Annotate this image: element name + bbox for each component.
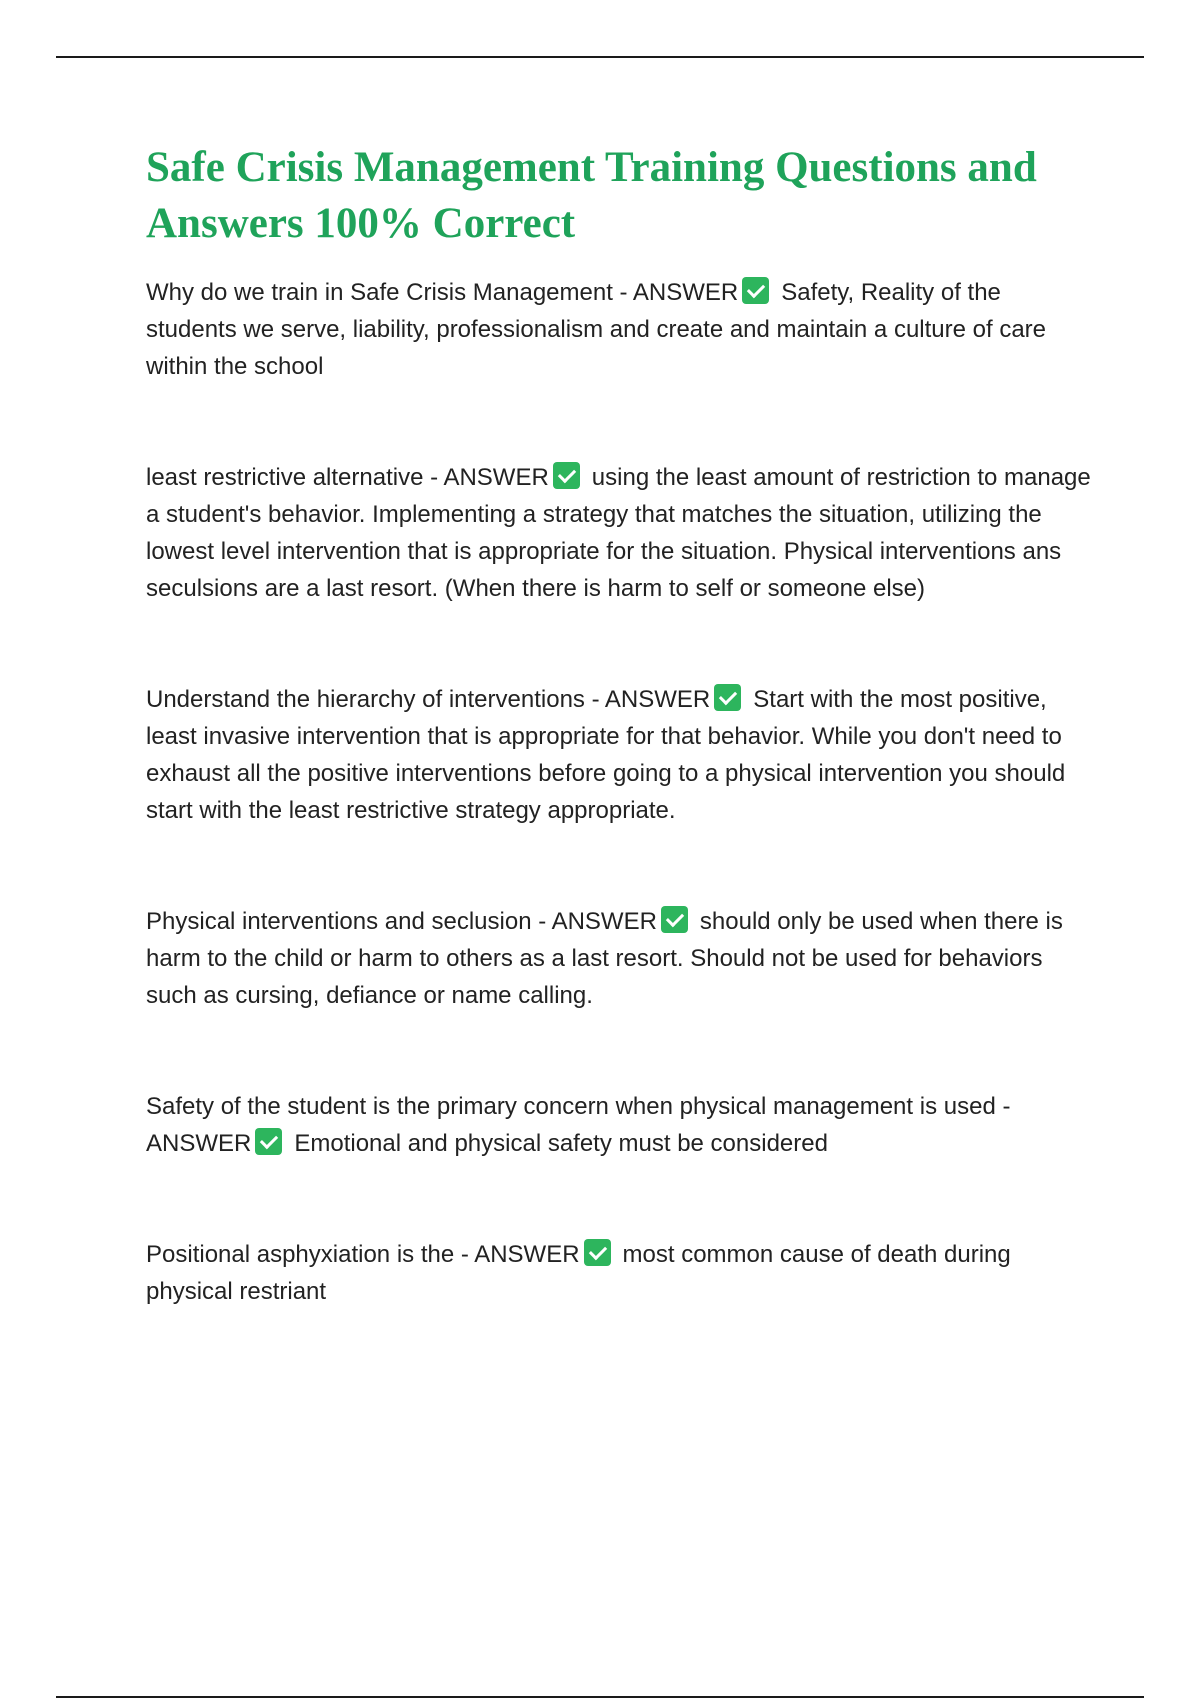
answer-text: using the least amount of restriction to manage a student's behavior. Implementing a strategy that matches the situation, utilizing the lowest level intervention that is appropriate for the situation. Physical interventions ans seculsions are a last resort. (When there is harm to self or someone else) — [146, 464, 1091, 602]
answer-marker: ANSWER — [146, 1130, 252, 1157]
check-icon — [714, 684, 741, 711]
qa-item — [146, 1236, 1096, 1310]
check-icon — [742, 277, 769, 304]
answer-marker: ANSWER — [632, 279, 739, 306]
check-icon — [661, 906, 688, 933]
answer-marker: ANSWER — [604, 686, 711, 713]
answer-text: Emotional and physical safety must be considered — [294, 1130, 828, 1157]
check-icon — [584, 1239, 611, 1266]
answer-marker: ANSWER — [443, 464, 549, 491]
question-text: Understand the hierarchy of interventions - — [146, 686, 605, 713]
question-text: Physical interventions and seclusion - — [146, 908, 552, 935]
question-text: Why do we train in Safe Crisis Management - — [146, 279, 633, 306]
document-body — [146, 140, 1096, 1310]
question-text: least restrictive alternative - — [146, 464, 444, 491]
qa-item — [146, 681, 1096, 829]
answer-marker: ANSWER — [551, 908, 657, 935]
bottom-rule — [56, 1696, 1144, 1698]
question-text: Positional asphyxiation is the - — [146, 1241, 475, 1268]
answer-text: most common cause of death during physical restriant — [146, 1241, 1011, 1305]
qa-item — [146, 459, 1096, 607]
answer-text: should only be used when there is harm to the child or harm to others as a last resort. Should not be used for behaviors such as cursing, defiance or name calling. — [146, 908, 1063, 1009]
qa-item — [146, 903, 1096, 1014]
page-title: Safe Crisis Management Training Questions and Answers 100% Correct — [146, 144, 1037, 247]
answer-text: Safety, Reality of the students we serve, liability, professionalism and create and maintain a culture of care within the school — [146, 279, 1047, 380]
qa-item — [146, 1088, 1096, 1162]
check-icon — [255, 1128, 282, 1155]
check-icon — [553, 462, 580, 489]
qa-item — [146, 274, 1096, 385]
answer-marker: ANSWER — [474, 1241, 580, 1268]
question-text: Safety of the student is the primary concern when physical management is used - — [146, 1093, 1011, 1120]
top-rule — [56, 56, 1144, 58]
answer-text: Start with the most positive, least invasive intervention that is appropriate for that behavior. While you don't need to exhaust all the positive interventions before going to a physical intervention you should start with the least restrictive strategy appropriate. — [146, 686, 1066, 824]
